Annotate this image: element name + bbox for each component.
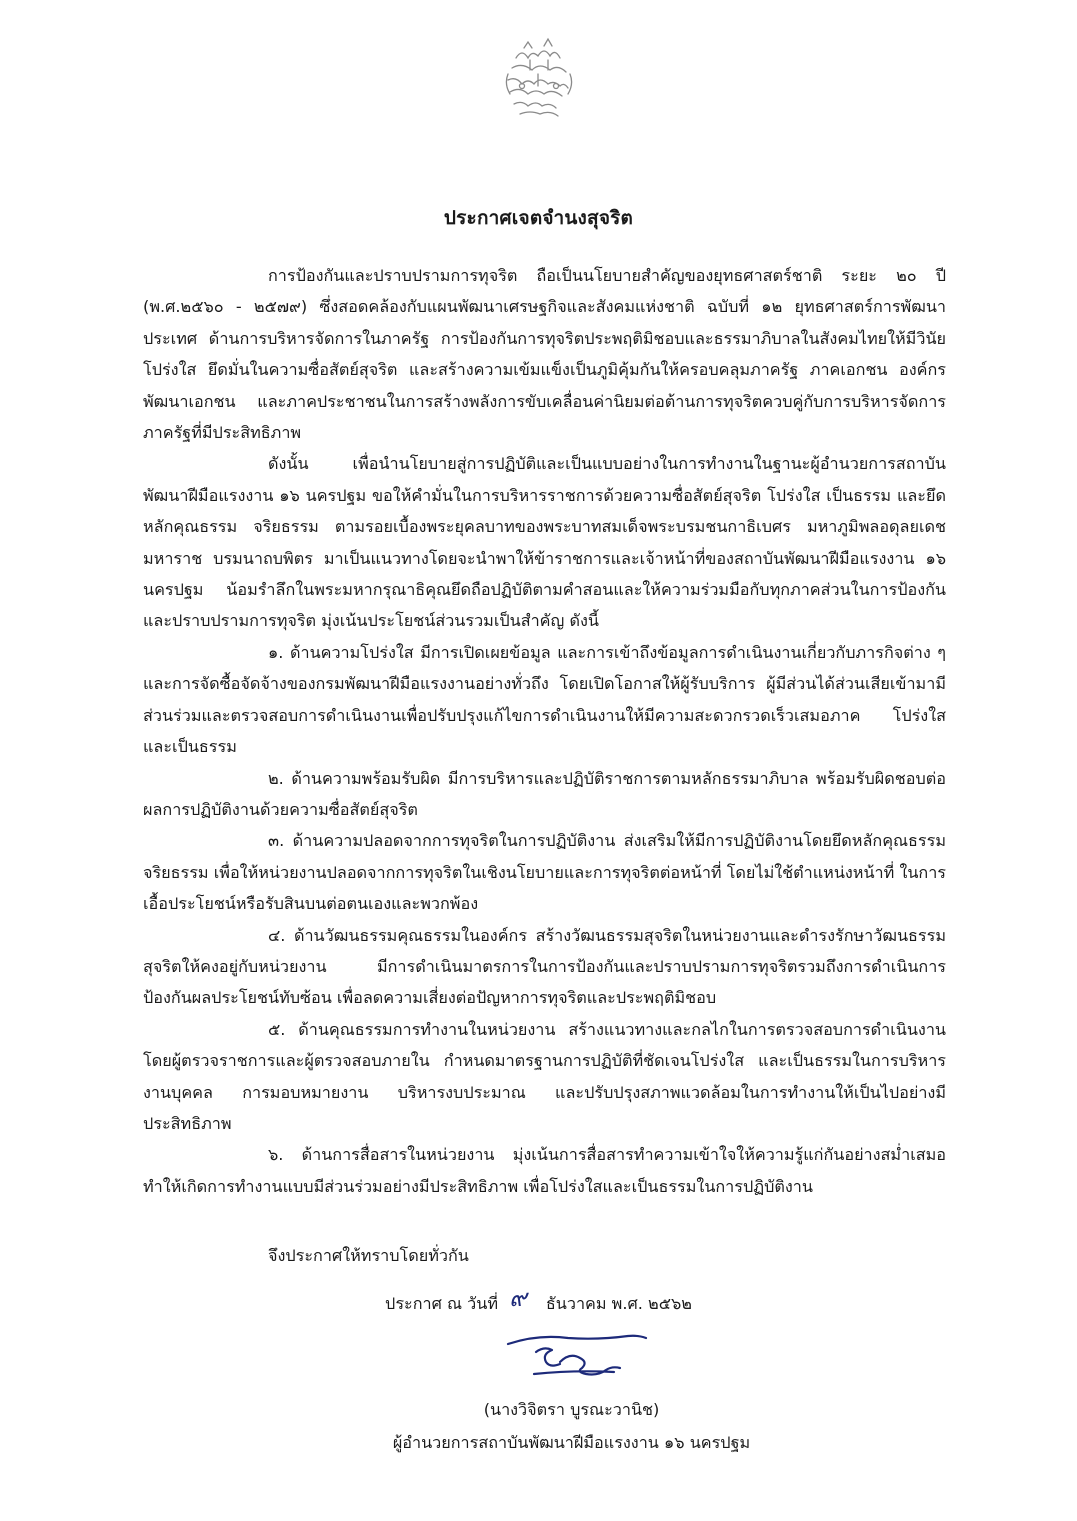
date-month-year: ธันวาคม พ.ศ. ๒๕๖๒ [545,1294,692,1313]
paragraph-item-3: ๓. ด้านความปลอดจากการทุจริตในการปฏิบัติงาน ส่งเสริมให้มีการปฏิบัติงานโดยยึดหลักคุณธรรม จริยธรรม เพื่อให้หน่วยงานปลอดจากการทุจริตในเชิงนโยบายและการทุจริตต่อหน้าที่ โดยไม่ใช้ตำแหน่งหน้าที่ ในการเอื้อประโยชน์หรือรับสินบนต่อตนเองและพวกพ้อง [143,831,946,914]
paragraph-commitment: ดังนั้น เพื่อนำนโยบายสู่การปฏิบัติและเป็นแบบอย่างในการทำงานในฐานะผู้อำนวยการสถาบันพัฒนาฝีมือแรงงาน ๑๖ นครปฐม ขอให้คำมั่นในการบริหารราชการด้วยความซื่อสัตย์สุจริต โปร่งใส เป็นธรรม และยึดหลักคุณธรรม จริยธรรม ตามรอยเบื้องพระยุคลบาทของพระบาทสมเด็จพระบรมชนกาธิเบศร มหาภูมิพลอดุลยเดชมหาราช บรมนาถบพิตร มาเป็นแนวทางโดยจะนำพาให้ข้าราชการและเจ้าหน้าที่ของสถาบันพัฒนาฝีมือแรงงาน ๑๖ นครปฐม น้อมรำลึกในพระมหากรุณาธิคุณยึดถือปฏิบัติตามคำสอนและให้ความร่วมมือกับทุกภาคส่วนในการป้องกันและปราบปรามการทุจริต มุ่งเน้นประโยชน์ส่วนรวมเป็นสำคัญ ดังนี้ [143,454,946,631]
announcement-date [0,1281,1077,1320]
paragraph-item-2: ๒. ด้านความพร้อมรับผิด มีการบริหารและปฏิบัติราชการตามหลักธรรมาภิบาล พร้อมรับผิดชอบต่อผลการปฏิบัติงานด้วยความซื่อสัตย์สุจริต [143,768,946,819]
document-title: ประกาศเจตจำนงสุจริต [443,207,634,229]
paragraph-item-5: ๕. ด้านคุณธรรมการทำงานในหน่วยงาน สร้างแนวทางและกลไกในการตรวจสอบการดำเนินงานโดยผู้ตรวจราชการและผู้ตรวจสอบภายใน กำหนดมาตรฐานการปฏิบัติที่ชัดเจนโปร่งใส และเป็นธรรมในการบริหารงานบุคคล การมอบหมายงาน บริหารงบประมาณ และปรับปรุงสภาพแวดล้อมในการทำงานให้เป็นไปอย่างมีประสิทธิภาพ [143,1019,946,1133]
paragraph-item-6: ๖. ด้านการสื่อสารในหน่วยงาน มุ่งเน้นการสื่อสารทำความเข้าใจให้ความรู้แก่กันอย่างสม่ำเสมอ ทำให้เกิดการทำงานแบบมีส่วนร่วมอย่างมีประสิทธิภาพ เพื่อโปร่งใสและเป็นธรรมในการปฏิบัติงาน [143,1145,946,1196]
paragraph-intro: การป้องกันและปราบปรามการทุจริต ถือเป็นนโยบายสำคัญของยุทธศาสตร์ชาติ ระยะ ๒๐ ปี (พ.ศ.๒๕๖๐ - ๒๕๗๙) ซึ่งสอดคล้องกับแผนพัฒนาเศรษฐกิจและสังคมแห่งชาติ ฉบับที่ ๑๒ ยุทธศาสตร์การพัฒนาประเทศ ด้านการบริหารจัดการในภาครัฐ การป้องกันการทุจริตประพฤติมิชอบและธรรมาภิบาลในสังคมไทยให้มีวินัย โปร่งใส ยึดมั่นในความซื่อสัตย์สุจริต และสร้างความเข้มแข็งเป็นภูมิคุ้มกันให้ครอบคลุมภาครัฐ ภาคเอกชน องค์กรพัฒนาเอกชน และภาคประชาชนในการสร้างพลังการขับเคลื่อนค่านิยมต่อต้านการทุจริตควบคู่กับการบริหารจัดการภาครัฐที่มีประสิทธิภาพ [143,266,946,443]
signer-name: (นางวิจิตรา บูรณะวานิช) [483,1400,660,1419]
date-day-handwritten: ๙ [509,1284,527,1312]
paragraph-item-1: ๑. ด้านความโปร่งใส มีการเปิดเผยข้อมูล และการเข้าถึงข้อมูลการดำเนินงานเกี่ยวกับภารกิจต่าง ๆ และการจัดซื้อจัดจ้างของกรมพัฒนาฝีมือแรงงานอย่างทั่วถึง โดยเปิดโอกาสให้ผู้รับบริการ ผู้มีส่วนได้ส่วนเสียเข้ามามีส่วนร่วมและตรวจสอบการดำเนินงานเพื่อปรับปรุงแก้ไขการดำเนินงานให้มีความสะดวกรวดเร็วเสมอภาค โปร่งใส และเป็นธรรม [143,642,946,757]
signature-icon [494,1322,654,1382]
date-prefix: ประกาศ ณ วันที่ [385,1294,499,1313]
document-body [143,260,946,1202]
paragraph-item-4: ๔. ด้านวัฒนธรรมคุณธรรมในองค์กร สร้างวัฒนธรรมสุจริตในหน่วยงานและดำรงรักษาวัฒนธรรมสุจริตให้คงอยู่กับหน่วยงาน มีการดำเนินมาตรการในการป้องกันและปราบปรามการทุจริตรวมถึงการดำเนินการป้องกันผลประโยชน์ทับซ้อน เพื่อลดความเสี่ยงต่อปัญหาการทุจริตและประพฤติมิชอบ [143,925,946,1008]
signer-title: ผู้อำนวยการสถาบันพัฒนาฝีมือแรงงาน ๑๖ นครปฐม [392,1433,751,1452]
emblem-seal-icon [486,30,592,136]
closing-statement: จึงประกาศให้ทราบโดยทั่วกัน [268,1246,469,1265]
